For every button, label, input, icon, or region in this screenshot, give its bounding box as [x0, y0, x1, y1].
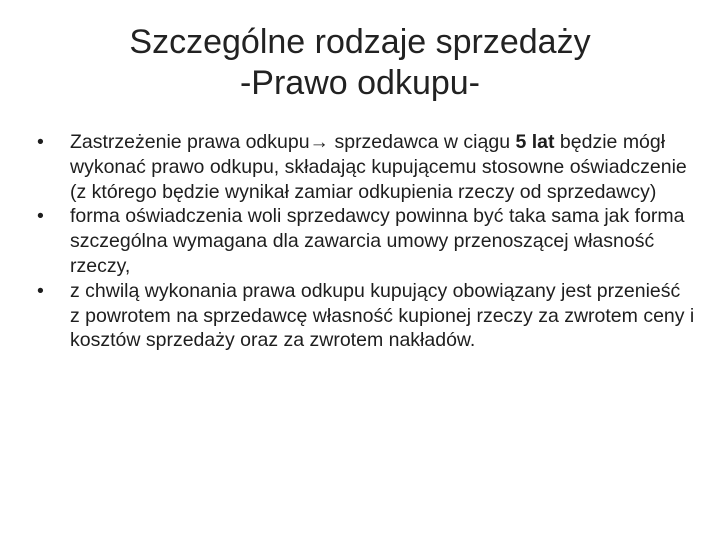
bullet-item-3	[30, 279, 695, 353]
bullet-item-1	[30, 130, 695, 204]
title-line-1: Szczególne rodzaje sprzedaży	[129, 23, 591, 61]
bullet-1-bold-term: 5 lat	[515, 131, 555, 153]
bullet-item-2	[30, 204, 695, 278]
bullet-marker: •	[37, 205, 44, 228]
title-line-2: -Prawo odkupu-	[239, 64, 480, 102]
bullet-list	[30, 130, 695, 353]
bullet-1-text-end: będzie mógł wykonać prawo odkupu, składając kupującemu stosowne oświadczenie (z którego będzie wynikał zamiar odkupienia rzeczy od sprzedawcy)	[70, 131, 687, 203]
bullet-3-text: z chwilą wykonania prawa odkupu kupujący obowiązany jest przenieść z powrotem na sprzedawcę własność kupionej rzeczy za zwrotem ceny i kosztów sprzedaży oraz za zwrotem nakładów.	[70, 279, 695, 352]
bullet-marker: •	[37, 279, 44, 302]
bullet-1-text-start: Zastrzeżenie prawa odkupu→ sprzedawca w ciągu	[70, 131, 516, 153]
bullet-marker: •	[37, 131, 44, 153]
bullet-2-text: forma oświadczenia woli sprzedawcy powinna być taka sama jak forma szczególna wymagana dla zawarcia umowy przenoszącej własność rzeczy,	[70, 205, 685, 277]
slide-title	[60, 22, 660, 104]
